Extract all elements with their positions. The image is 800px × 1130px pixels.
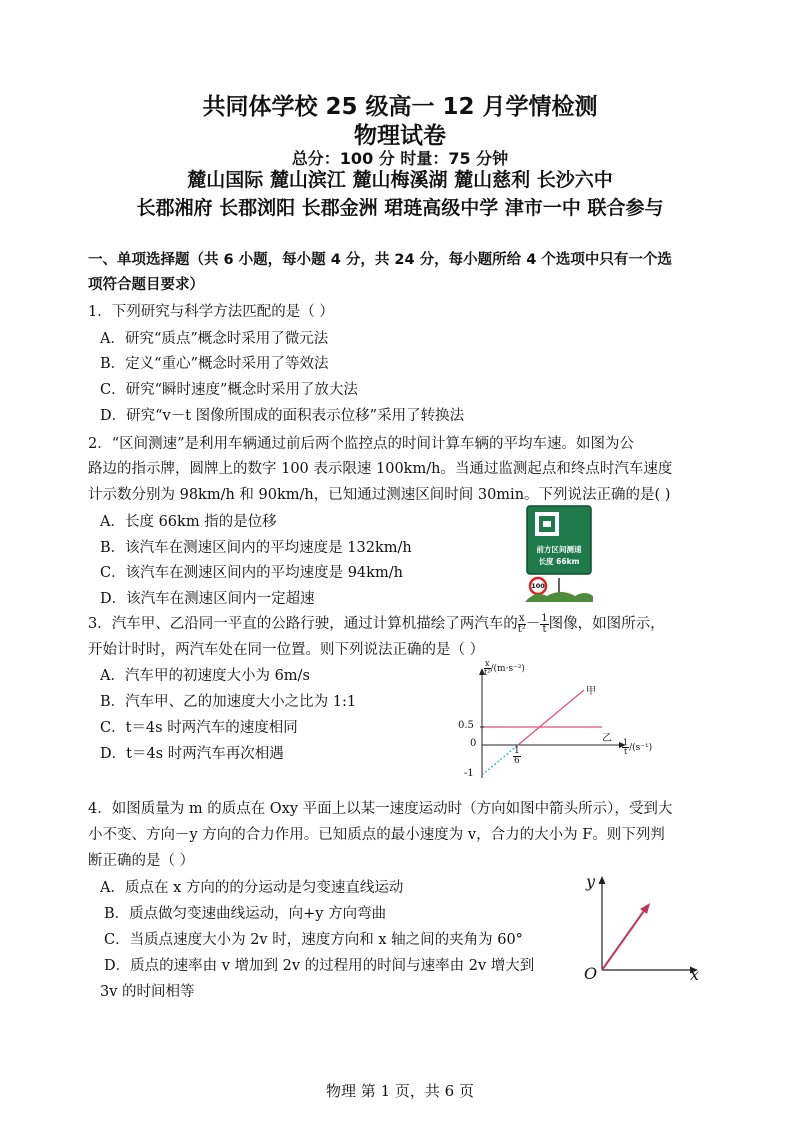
q4-option-d-cont: 3v 的时间相等 — [100, 984, 195, 1000]
fraction-1-over-t — [540, 614, 548, 635]
q1-option-d: D．研究“v－t 图像所围成的面积表示位移”采用了转换法 — [100, 408, 465, 424]
q2-option-c: C．该汽车在测速区间内的平均速度是 94km/h — [100, 565, 403, 581]
tick-minus-1: -1 — [464, 768, 474, 779]
q3-option-a: A．汽车甲的初速度大小为 6m/s — [100, 668, 310, 684]
label-jia: 甲 — [586, 686, 596, 697]
sign-text-1: 前方区间测速 — [536, 545, 582, 554]
section-heading: 一、单项选择题（共 6 小题，每小题 4 分，共 24 分，每小题所给 4 个选项中只有一个选 — [88, 252, 672, 268]
q2-option-a: A．长度 66km 指的是位移 — [100, 514, 277, 530]
x-frac-num: 1 — [623, 738, 629, 747]
frac-den: t² — [517, 623, 526, 635]
label-yi: 乙 — [602, 733, 612, 744]
q4-option-c: C．当质点速度大小为 2v 时，速度方向和 x 轴之间的夹角为 60° — [104, 932, 523, 948]
tick-0: 0 — [470, 738, 477, 749]
section-heading-cont: 项符合题目要求） — [88, 277, 204, 293]
q3-graph — [452, 660, 662, 785]
q4-option-a: A．质点在 x 方向的的分运动是匀变速直线运动 — [100, 880, 404, 896]
axis-label-x: x — [690, 965, 700, 984]
y-axis-label — [484, 660, 525, 677]
speed-limit-text: 100 — [531, 582, 545, 590]
q3-option-c: C．t＝4s 时两汽车的速度相同 — [100, 720, 298, 736]
velocity-arrow — [602, 908, 646, 970]
y-frac-den: t² — [484, 668, 491, 677]
score-time: 总分：100 分 时量：75 分钟 — [291, 149, 509, 168]
x-axis-unit: /(s⁻¹) — [629, 743, 653, 753]
q3-stem-line2: 开始计时时，两汽车处在同一位置。则下列说法正确的是（ ） — [88, 642, 485, 658]
q3-stem-line1 — [88, 612, 665, 635]
q2-stem-line3: 计示数分别为 98km/h 和 90km/h，已知通过测速区间时间 30min。下列说法正确的是( ) — [88, 487, 671, 503]
q1-option-c: C．研究“瞬时速度”概念时采用了放大法 — [100, 382, 358, 398]
q3-option-d: D．t＝4s 时两汽车再次相遇 — [100, 746, 284, 762]
origin-label: O — [584, 964, 598, 983]
q3-stem-text: 3．汽车甲、乙沿同一平直的公路行驶，通过计算机描绘了两汽车的 — [88, 616, 518, 632]
schools-line-2: 长郡湘府 长郡浏阳 长郡金洲 珺琏高级中学 津市一中 联合参与 — [136, 197, 664, 219]
q3-stem-text-post: 图像，如图所示， — [548, 616, 665, 632]
tick-x-one-sixth — [513, 747, 521, 766]
frac-den: t — [542, 623, 547, 635]
q1-option-a: A．研究“质点”概念时采用了微元法 — [100, 331, 329, 347]
schools-line-1: 麓山国际 麓山滨江 麓山梅溪湖 麓山慈利 长沙六中 — [187, 169, 613, 191]
q1-stem: 1．下列研究与科学方法匹配的是（ ） — [88, 304, 334, 320]
q4-option-b: B．质点做匀变速曲线运动，向+y 方向弯曲 — [104, 906, 387, 922]
q4-graph — [580, 870, 710, 985]
x-frac-den: t — [623, 747, 628, 756]
frac-num: 1 — [541, 612, 548, 624]
q4-stem-line1: 4．如图质量为 m 的质点在 Oxy 平面上以某一速度运动时（方向如图中箭头所示），受到大 — [88, 801, 673, 817]
fraction-x-over-t2 — [518, 614, 526, 635]
q2-option-d: D．该汽车在测速区间内一定超速 — [100, 591, 315, 607]
tick-frac-num: 1 — [514, 746, 520, 756]
q2-stem-line1: 2．“区间测速”是利用车辆通过前后两个监控点的时间计算车辆的平均车速。如图为公 — [88, 436, 635, 452]
tick-frac-den: 6 — [514, 756, 520, 766]
y-frac-num: x — [485, 659, 490, 668]
line-jia — [518, 690, 584, 745]
q4-stem-line2: 小不变、方向－y 方向的合力作用。已知质点的最小速度为 v，合力的大小为 F。则下列判 — [88, 827, 665, 843]
frac-num: x — [518, 612, 525, 624]
exam-subtitle: 物理试卷 — [354, 123, 446, 149]
q2-option-b: B．该汽车在测速区间内的平均速度是 132km/h — [100, 540, 412, 556]
q2-stem-line2: 路边的指示牌，圆牌上的数字 100 表示限速 100km/h。当通过监测起点和终点时汽车速度 — [88, 461, 673, 477]
road-sign-figure — [525, 504, 593, 602]
q4-option-d: D．质点的速率由 v 增加到 2v 的过程用的时间与速率由 2v 增大到 — [104, 958, 535, 974]
q3-option-b: B．汽车甲、乙的加速度大小之比为 1:1 — [100, 694, 357, 710]
axis-label-y: y — [586, 872, 596, 891]
x-axis-label — [622, 739, 652, 756]
exam-title: 共同体学校 25 级高一 12 月学情检测 — [202, 94, 598, 120]
y-axis-unit: /(m·s⁻²) — [490, 664, 525, 674]
q1-option-b: B．定义“重心”概念时采用了等效法 — [100, 356, 329, 372]
sign-text-2: 长度 66km — [538, 557, 580, 566]
page-footer: 物理 第 1 页，共 6 页 — [326, 1082, 474, 1100]
dash: － — [525, 616, 541, 632]
tick-0-5: 0.5 — [458, 720, 474, 731]
q4-stem-line3: 断正确的是（ ） — [88, 853, 195, 869]
q3-graph-svg — [452, 660, 662, 785]
